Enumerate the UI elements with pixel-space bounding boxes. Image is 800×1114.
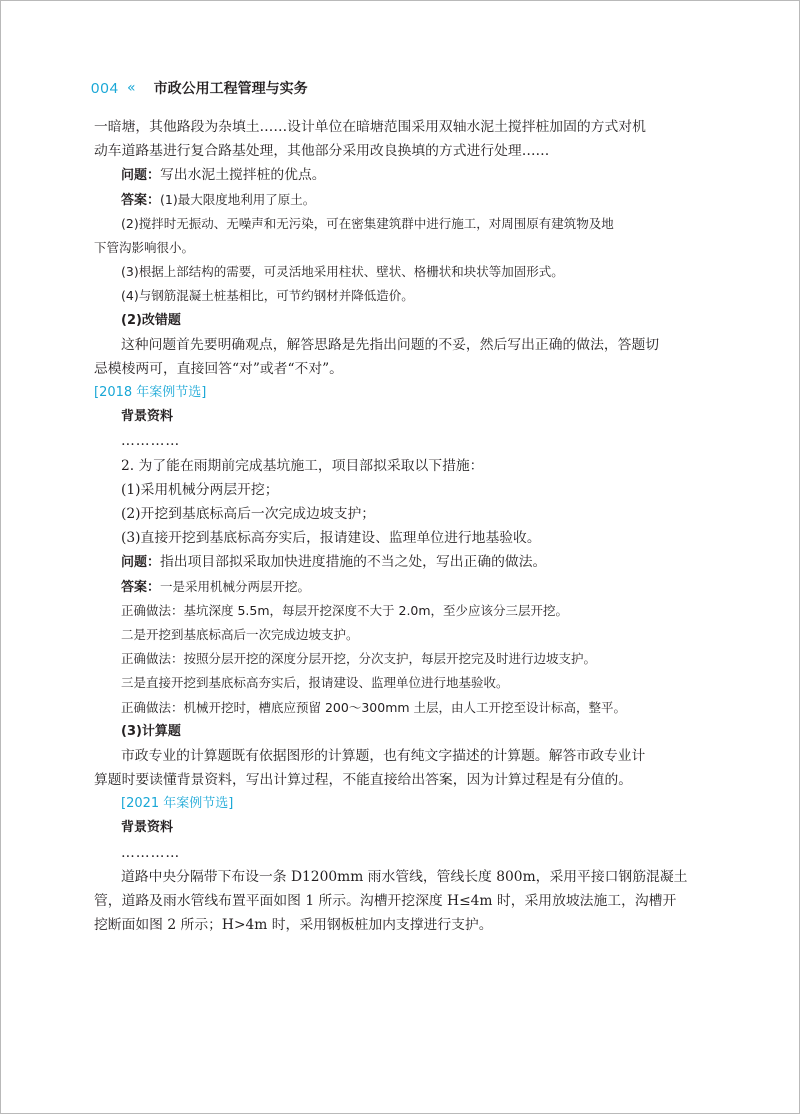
question-line <box>94 550 714 574</box>
paragraph-line: 挖断面如图 2 所示；H>4m 时，采用钢板桩加内支撑进行支护。 <box>94 917 493 934</box>
question-line <box>94 163 714 187</box>
paragraph-line: (1)采用机械分两层开挖； <box>121 481 279 498</box>
answer-line: (2)搅拌时无振动、无噪声和无污染，可在密集建筑群中进行施工，对周围原有建筑物及地 <box>121 215 614 231</box>
answer-line: (3)根据上部结构的需要，可灵活地采用柱状、壁状、格栅状和块状等加固形式。 <box>121 264 564 280</box>
answer-text: 一是采用机械分两层开挖。 <box>160 578 311 594</box>
answer-line: (4)与钢筋混凝土桩基相比，可节约钢材并降低造价。 <box>121 288 414 304</box>
background-heading: 背景资料 <box>121 820 174 836</box>
question-label: 问题： <box>121 555 161 571</box>
paragraph-line: 管，道路及雨水管线布置平面如图 1 所示。沟槽开挖深度 H≤4m 时，采用放坡法施工，沟槽开 <box>94 893 677 909</box>
case-excerpt-tag: [2021 年案例节选] <box>121 796 234 812</box>
page-number: 004 <box>91 79 120 97</box>
answer-line: 正确做法：按照分层开挖的深度分层开挖，分次支护，每层开挖完及时进行边坡支护。 <box>121 651 597 667</box>
answer-label: 答案： <box>121 579 161 595</box>
paragraph-line: 这种问题首先要明确观点，解答思路是先指出问题的不妥，然后写出正确的做法，答题切 <box>121 336 660 353</box>
page-body <box>94 115 714 937</box>
question-label: 问题： <box>121 168 161 184</box>
answer-line <box>94 188 714 212</box>
answer-label: 答案： <box>121 192 161 208</box>
ellipsis-line: ………… <box>121 844 181 861</box>
answer-text: (1)最大限度地利用了原土。 <box>160 191 316 207</box>
paragraph-line: 道路中央分隔带下布设一条 D1200mm 雨水管线，管线长度 800m，采用平接口钢筋混凝土 <box>121 868 688 885</box>
question-text: 写出水泥土搅拌桩的优点。 <box>160 167 326 184</box>
background-heading: 背景资料 <box>121 409 174 425</box>
book-title: 市政公用工程管理与实务 <box>153 81 308 97</box>
answer-line: 正确做法：机械开挖时，槽底应预留 200～300mm 土层，由人工开挖至设计标高，整平。 <box>121 699 627 715</box>
answer-line: 正确做法：基坑深度 5.5m，每层开挖深度不大于 2.0m，至少应该分三层开挖。 <box>121 602 569 618</box>
answer-line: 二是开挖到基底标高后一次完成边坡支护。 <box>121 626 359 642</box>
answer-line <box>94 575 714 599</box>
answer-line: 三是直接开挖到基底标高夯实后，报请建设、监理单位进行地基验收。 <box>121 675 509 691</box>
paragraph-line: 忌模棱两可，直接回答“对”或者“不对”。 <box>94 360 343 377</box>
case-excerpt-tag: [2018 年案例节选] <box>94 385 207 401</box>
paragraph-line: (3)直接开挖到基底标高夯实后，报请建设、监理单位进行地基验收。 <box>121 530 541 547</box>
question-text: 指出项目部拟采取加快进度措施的不当之处，写出正确的做法。 <box>160 554 547 571</box>
paragraph-line: 2. 为了能在雨期前完成基坑施工，项目部拟采取以下措施： <box>121 457 484 474</box>
paragraph-line: 动车道路基进行复合路基处理，其他部分采用改良换填的方式进行处理…… <box>94 143 550 160</box>
page-header <box>91 78 308 98</box>
paragraph-line: 一暗塘，其他路段为杂填土……设计单位在暗塘范围采用双轴水泥土搅拌桩加固的方式对机 <box>94 119 646 135</box>
ellipsis-line: ………… <box>121 433 181 450</box>
subsection-heading: (2)改错题 <box>121 312 181 328</box>
chevron-left-icon: « <box>127 80 136 96</box>
subsection-heading: (3)计算题 <box>121 723 181 739</box>
paragraph-line: 市政专业的计算题既有依据图形的计算题，也有纯文字描述的计算题。解答市政专业计 <box>121 747 646 764</box>
paragraph-line: 算题时要读懂背景资料，写出计算过程，不能直接给出答案，因为计算过程是有分值的。 <box>94 772 633 789</box>
paragraph-line: (2)开挖到基底标高后一次完成边坡支护； <box>121 506 376 522</box>
answer-line: 下管沟影响很小。 <box>94 239 195 255</box>
